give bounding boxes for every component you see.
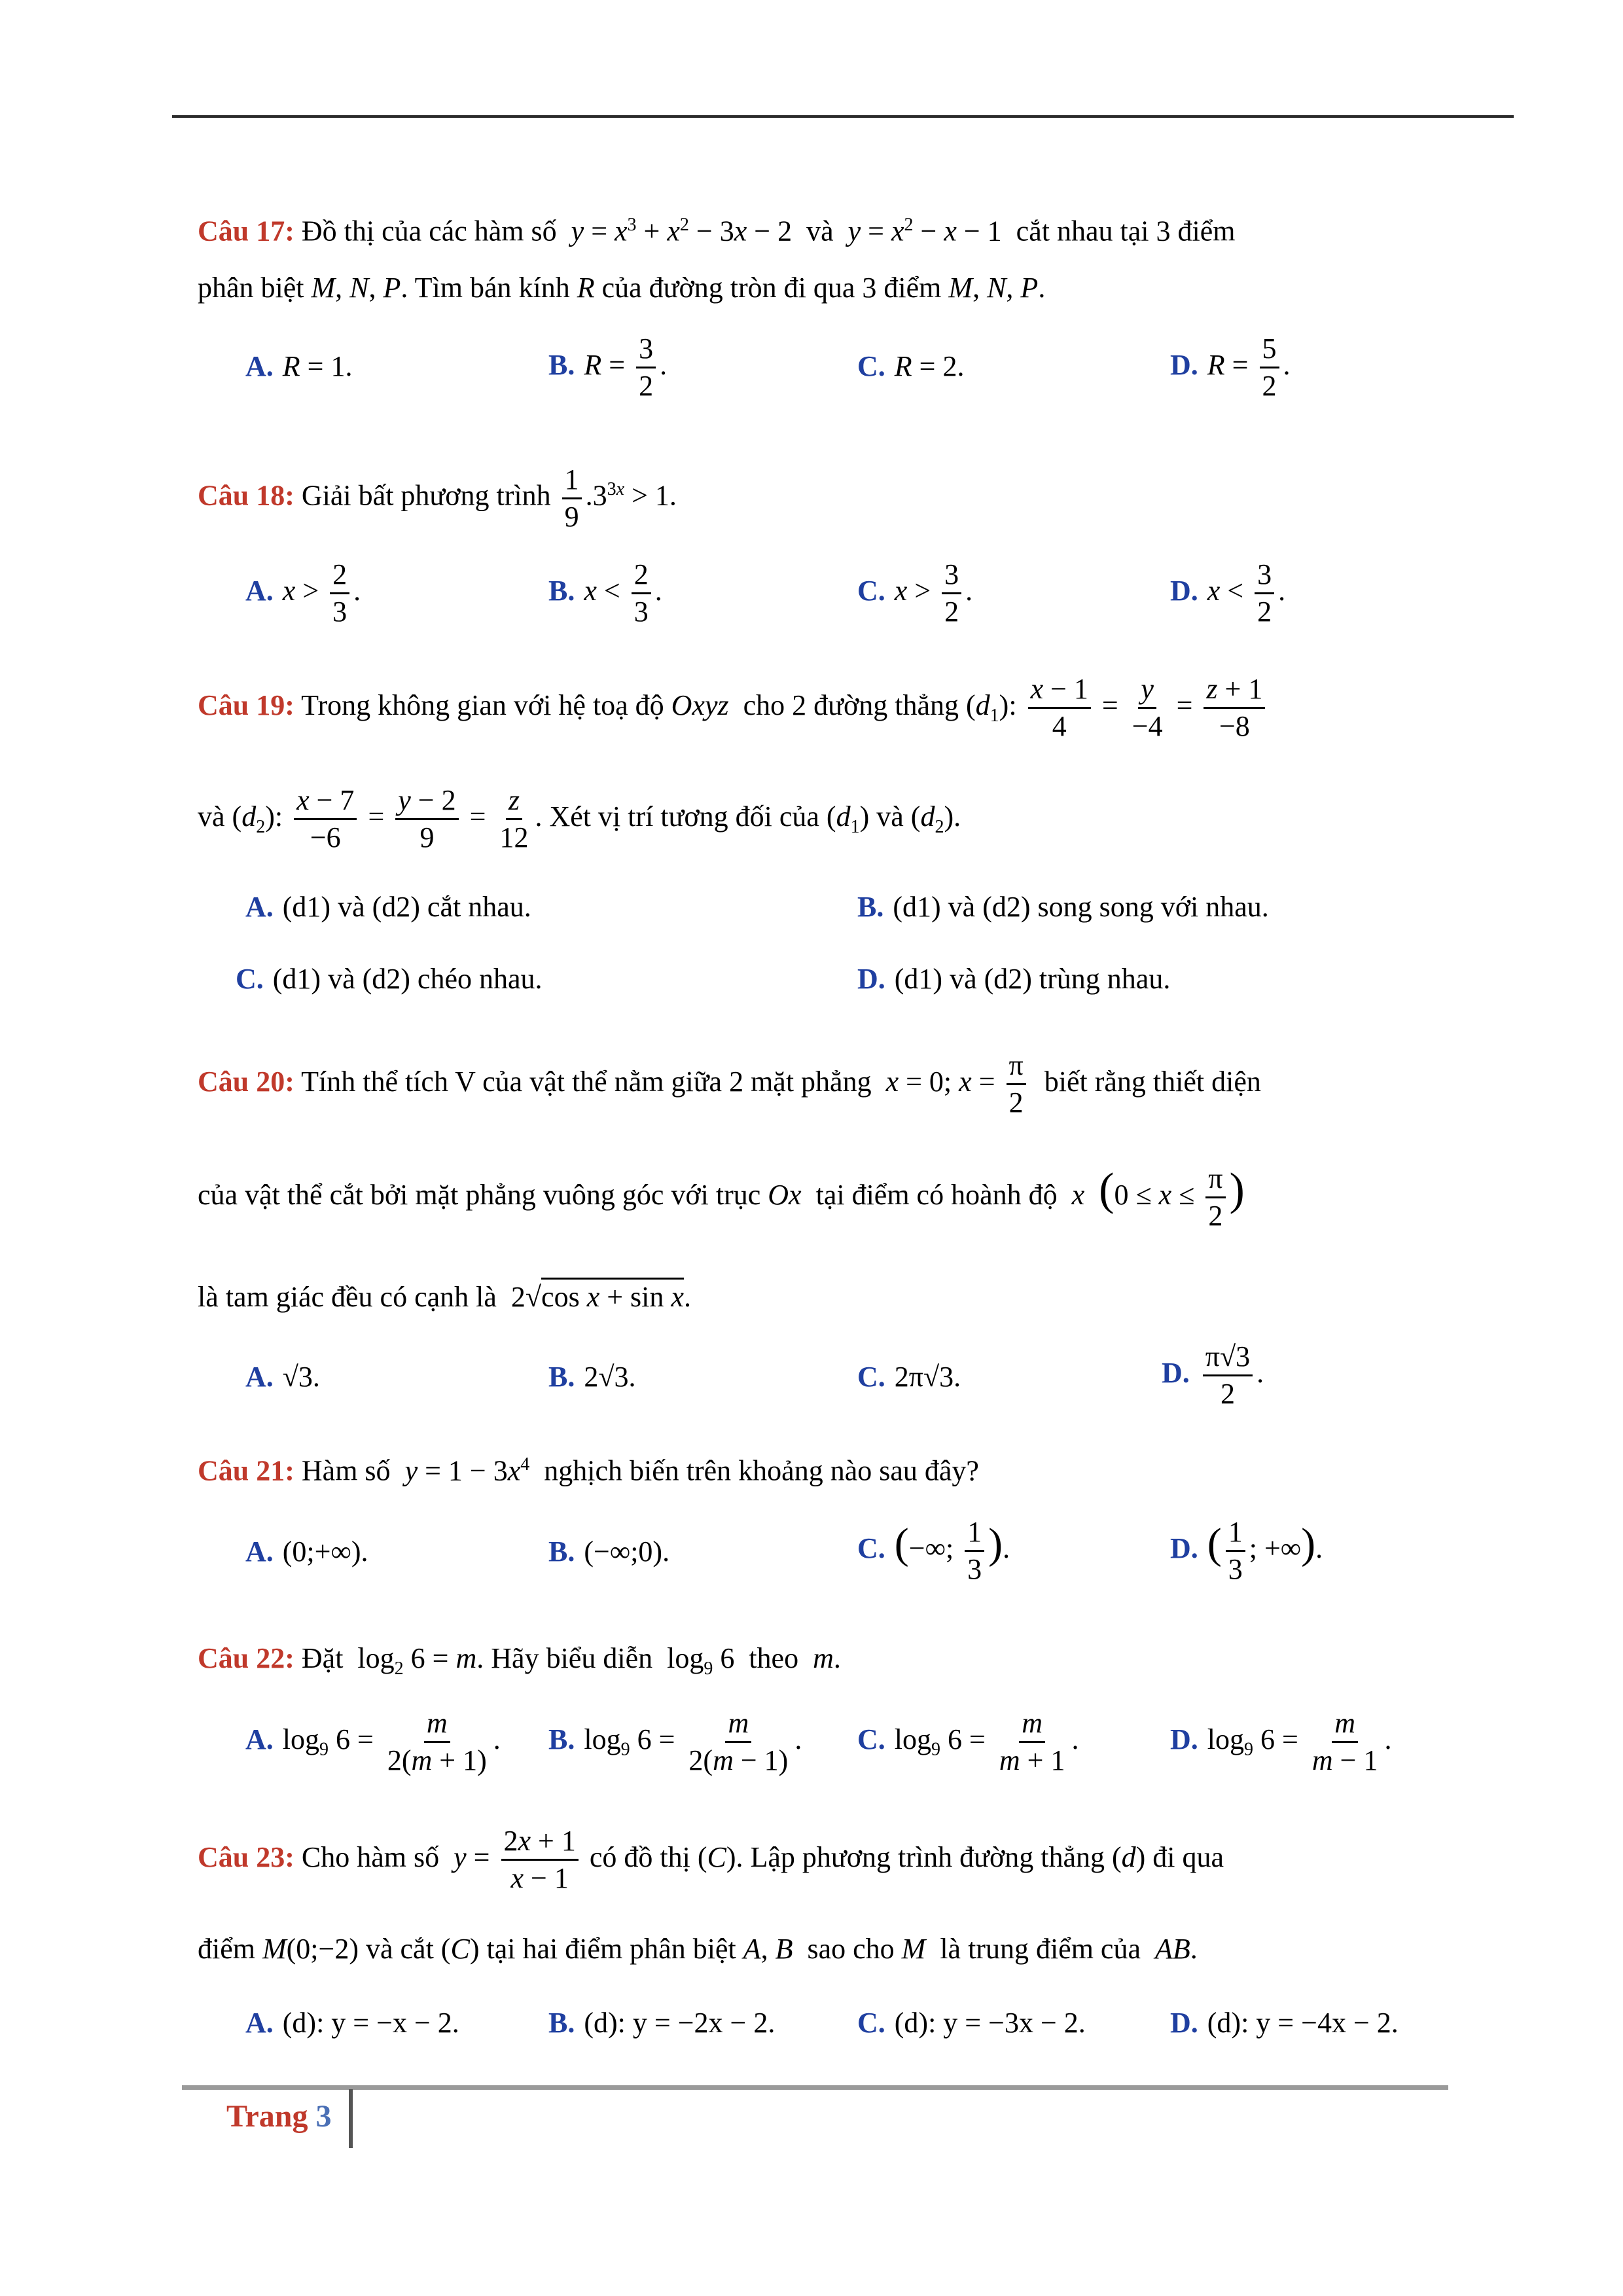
q19-option-b[interactable]: B. (d1) và (d2) song song với nhau.	[857, 891, 1269, 923]
question-17-line2: phân biệt M, N, P. Tìm bán kính R của đường tròn đi qua 3 điểm M, N, P.	[198, 272, 1046, 304]
header-rule	[172, 115, 1514, 118]
q21-option-c[interactable]: C. (−∞; $\frac{1}{3}$ ).	[857, 1516, 1010, 1586]
q18-option-a[interactable]: A. x > $\frac{2}{3}$ .	[245, 558, 361, 628]
question-20-line2: của vật thể cắt bởi mặt phẳng vuông góc với trục Ox tại điểm có hoành độ x (0 ≤ x ≤ $\frac{\pi}{2}$ )	[198, 1162, 1245, 1232]
q17-option-c[interactable]: C. R = 2.	[857, 350, 965, 382]
page-number: Trang 3	[226, 2099, 332, 2134]
question-18: Câu 18: Giải bất phương trình $\frac{1}{9}$ $.3^{3x} > 1$.	[198, 463, 677, 533]
q20-option-b[interactable]: B. 2√3.	[548, 1361, 636, 1393]
q23-option-d[interactable]: D. (d): y = −4x − 2.	[1170, 2007, 1399, 2039]
question-20-line1: Câu 20: Tính thể tích V của vật thể nằm giữa 2 mặt phẳng x = 0; x = $\frac{\pi}{2}$ biết rằng thiết diện	[198, 1049, 1261, 1119]
q23-option-a[interactable]: A. (d): y = −x − 2.	[245, 2007, 459, 2039]
q17-option-d[interactable]: D. R = $\frac{5}{2}$ .	[1170, 332, 1291, 403]
q18-option-c[interactable]: C. x > $\frac{3}{2}$ .	[857, 558, 973, 628]
question-17-line1: Câu 17: Đồ thị của các hàm số $y = x^3 + x^2 - 3x - 2$ và $y = x^2 - x - 1$ cắt nhau tại 3 điểm	[198, 215, 1236, 247]
q20-option-a[interactable]: A. √3.	[245, 1361, 320, 1393]
question-22: Câu 22: Đặt $\log_2 6 = m$. Hãy biểu diễn $\log_9 6$ theo m.	[198, 1642, 841, 1679]
footer-rule	[182, 2085, 1448, 2090]
q18-option-d[interactable]: D. x < $\frac{3}{2}$ .	[1170, 558, 1286, 628]
q21-option-d[interactable]: D. ( $\frac{1}{3}$ ; +∞).	[1170, 1516, 1323, 1586]
question-19-line2: và $(d_2)$: $\frac{x - 7}{-6}$ = $\frac{y - 2}{9}$ = $\frac{z}{12}$ . Xét vị trí tương đối của $(d_1)$ và $(d_2)$.	[198, 784, 961, 854]
q17-option-b[interactable]: B. R = $\frac{3}{2}$ .	[548, 332, 668, 403]
q22-option-a[interactable]: A. $\log_9 6$ = $\frac{m}{2(m + 1)}$ .	[245, 1707, 501, 1777]
q19-option-c[interactable]: C. (d1) và (d2) chéo nhau.	[236, 963, 543, 995]
question-23-line2: điểm M(0;−2) và cắt (C) tại hai điểm phân biệt A, B sao cho M là trung điểm của AB.	[198, 1933, 1198, 1965]
q20-option-d[interactable]: D. $\frac{\pi√3}{2}$ .	[1162, 1340, 1264, 1410]
question-21: Câu 21: Hàm số $y = 1 - 3x^4$ nghịch biến trên khoảng nào sau đây?	[198, 1454, 979, 1487]
q23-option-c[interactable]: C. (d): y = −3x − 2.	[857, 2007, 1086, 2039]
q18-option-b[interactable]: B. x < $\frac{2}{3}$ .	[548, 558, 662, 628]
question-20-line3: là tam giác đều có cạnh là 2√cos x + sin x.	[198, 1266, 1441, 1329]
q19-option-d[interactable]: D. (d1) và (d2) trùng nhau.	[857, 963, 1171, 995]
question-19-line1: Câu 19: Trong không gian với hệ toạ độ Oxyz cho 2 đường thẳng $(d_1)$: $\frac{x - 1}{4}$ = $\frac{y}{-4}$ = $\frac{z + 1}{-8}$	[198, 674, 1441, 747]
q22-option-b[interactable]: B. $\log_9 6$ = $\frac{m}{2(m - 1)}$ .	[548, 1707, 802, 1777]
question-23-line1: Câu 23: Cho hàm số y = $\frac{2x + 1}{x - 1}$ có đồ thị (C). Lập phương trình đường thẳng (d) đi qua	[198, 1825, 1224, 1895]
q22-option-c[interactable]: C. $\log_9 6$ = $\frac{m}{m + 1}$ .	[857, 1707, 1079, 1777]
q20-option-c[interactable]: C. 2π√3.	[857, 1361, 961, 1393]
q21-option-a[interactable]: A. (0;+∞).	[245, 1535, 368, 1568]
q22-option-d[interactable]: D. $\log_9 6$ = $\frac{m}{m - 1}$ .	[1170, 1707, 1392, 1777]
q21-option-b[interactable]: B. (−∞;0).	[548, 1535, 670, 1568]
footer-divider	[349, 2089, 353, 2148]
q19-option-a[interactable]: A. (d1) và (d2) cắt nhau.	[245, 891, 531, 923]
q23-option-b[interactable]: B. (d): y = −2x − 2.	[548, 2007, 776, 2039]
q17-option-a[interactable]: A. R = 1.	[245, 350, 353, 382]
